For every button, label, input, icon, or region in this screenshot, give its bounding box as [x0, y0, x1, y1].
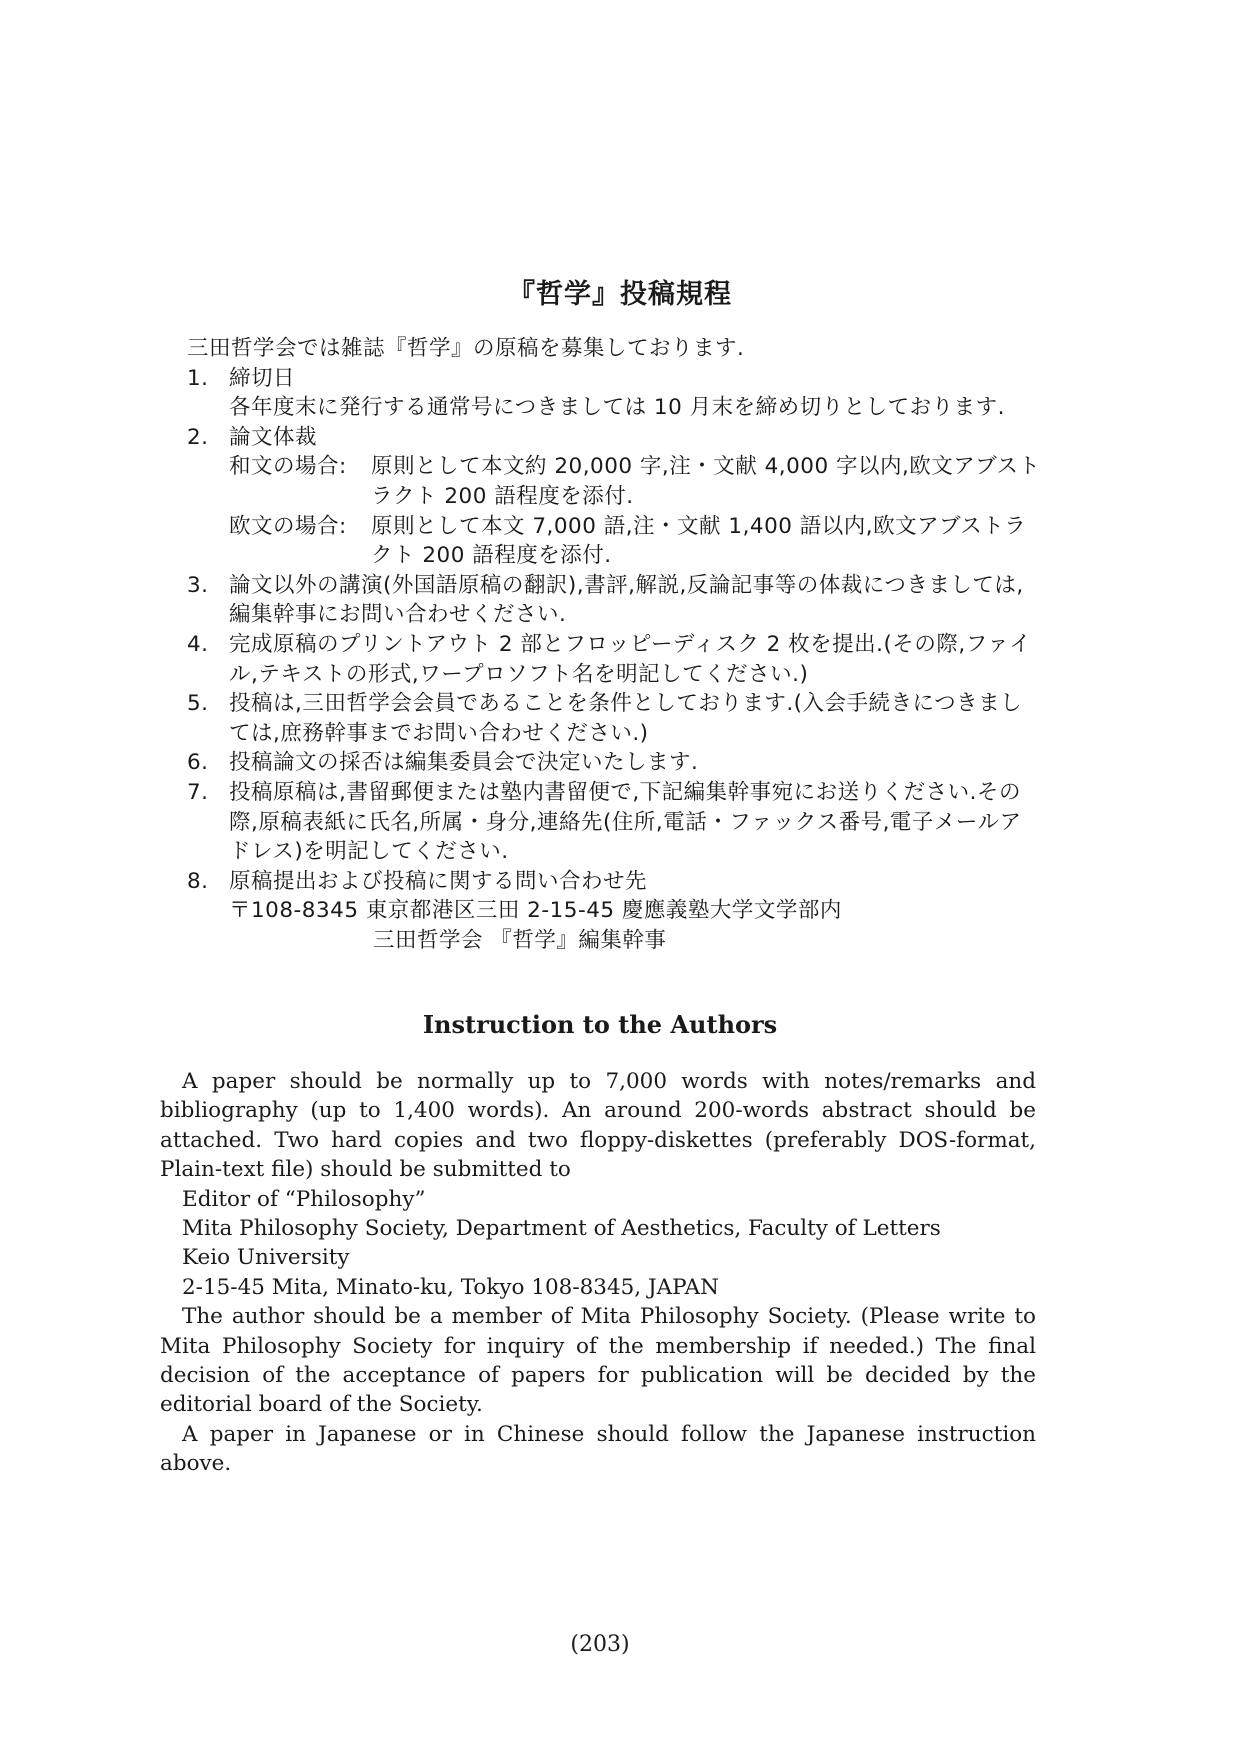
- jp-intro: 三田哲学会では雑誌『哲学』の原稿を募集しております.: [187, 336, 745, 361]
- en-paragraph-2: The author should be a member of Mita Philosophy Society. (Please write to Mita Philosophy Society for inquiry of the membership if needed.) The final decision of the acceptance of papers for publication will be decided by the editorial board of the Society.: [160, 1304, 1036, 1418]
- item-number: 4.: [187, 631, 209, 657]
- en-address-line: Keio University: [182, 1245, 350, 1271]
- case-text: 原則として本文約 20,000 字,注・文献 4,000 字以内,欧文アブストラクト 200 語程度を添付.: [371, 454, 1041, 509]
- jp-title: 『哲学』投稿規程: [508, 279, 732, 310]
- jp-address-line-2: 三田哲学会 『哲学』編集幹事: [373, 927, 667, 953]
- item-number: 1.: [187, 365, 209, 391]
- page-number: (203): [570, 1632, 630, 1657]
- en-address-line: Mita Philosophy Society, Department of Aesthetics, Faculty of Letters: [182, 1216, 941, 1242]
- item-text: 完成原稿のプリントアウト 2 部とフロッピーディスク 2 枚を提出.(その際,ファイル,テキストの形式,ワープロソフト名を明記してください.): [229, 631, 1032, 687]
- en-title: Instruction to the Authors: [422, 1010, 778, 1039]
- item-number: 6.: [187, 750, 209, 776]
- jp-item-1: [187, 364, 1042, 394]
- en-instructions: [160, 1067, 1036, 1479]
- item-label: 締切日: [229, 365, 296, 391]
- jp-regulations: [187, 334, 1042, 955]
- case-text: 原則として本文 7,000 語,注・文献 1,400 語以内,欧文アブストラクト 200 語程度を添付.: [371, 513, 1027, 569]
- item-label: 原稿提出および投稿に関する問い合わせ先: [229, 868, 648, 894]
- jp-item-6: [187, 748, 1042, 778]
- jp-address-line-1: 〒108-8345 東京都港区三田 2-15-45 慶應義塾大学文学部内: [229, 898, 842, 924]
- jp-item-4: [187, 630, 1042, 689]
- item-number: 3.: [187, 572, 209, 598]
- item-number: 5.: [187, 691, 209, 717]
- item-text: 論文以外の講演(外国語原稿の翻訳),書評,解説,反論記事等の体裁につきましては,編集幹事にお問い合わせください.: [229, 572, 1024, 628]
- en-address-line: Editor of “Philosophy”: [182, 1186, 426, 1212]
- item-number: 7.: [187, 779, 209, 805]
- jp-case-japanese: [187, 452, 1042, 511]
- jp-item-2: [187, 423, 1042, 453]
- jp-case-european: [187, 512, 1042, 571]
- en-paragraph-3: A paper in Japanese or in Chinese should follow the Japanese instruction above.: [160, 1421, 1036, 1477]
- jp-item-3: [187, 571, 1042, 630]
- jp-item-5: [187, 689, 1042, 748]
- item-text: 投稿論文の採否は編集委員会で決定いたします.: [229, 750, 699, 776]
- en-paragraph-1: A paper should be normally up to 7,000 words with notes/remarks and bibliography (up to 1,400 words). An around 200-words abstract should be attached. Two hard copies and two floppy-diskettes (preferably DOS-format, Plain-text file) should be submitted to: [160, 1069, 1036, 1183]
- jp-item-1-body: 各年度末に発行する通常号につきましては 10 月末を締め切りとしております.: [229, 395, 1005, 421]
- case-label: 和文の場合:: [229, 454, 347, 480]
- jp-item-8: [187, 867, 1042, 897]
- item-text: 投稿原稿は,書留郵便または塾内書留便で,下記編集幹事宛にお送りください.その際,原稿表紙に氏名,所属・身分,連絡先(住所,電話・ファックス番号,電子メールアドレス)を明記してください.: [229, 779, 1022, 865]
- en-address-line: 2-15-45 Mita, Minato-ku, Tokyo 108-8345, JAPAN: [182, 1274, 719, 1300]
- item-number: 2.: [187, 424, 209, 450]
- item-label: 論文体裁: [229, 424, 318, 450]
- case-label: 欧文の場合:: [229, 513, 347, 539]
- item-number: 8.: [187, 868, 209, 894]
- jp-item-7: [187, 778, 1042, 867]
- item-text: 投稿は,三田哲学会会員であることを条件としております.(入会手続きにつきましては,庶務幹事までお問い合わせください.): [229, 691, 1023, 746]
